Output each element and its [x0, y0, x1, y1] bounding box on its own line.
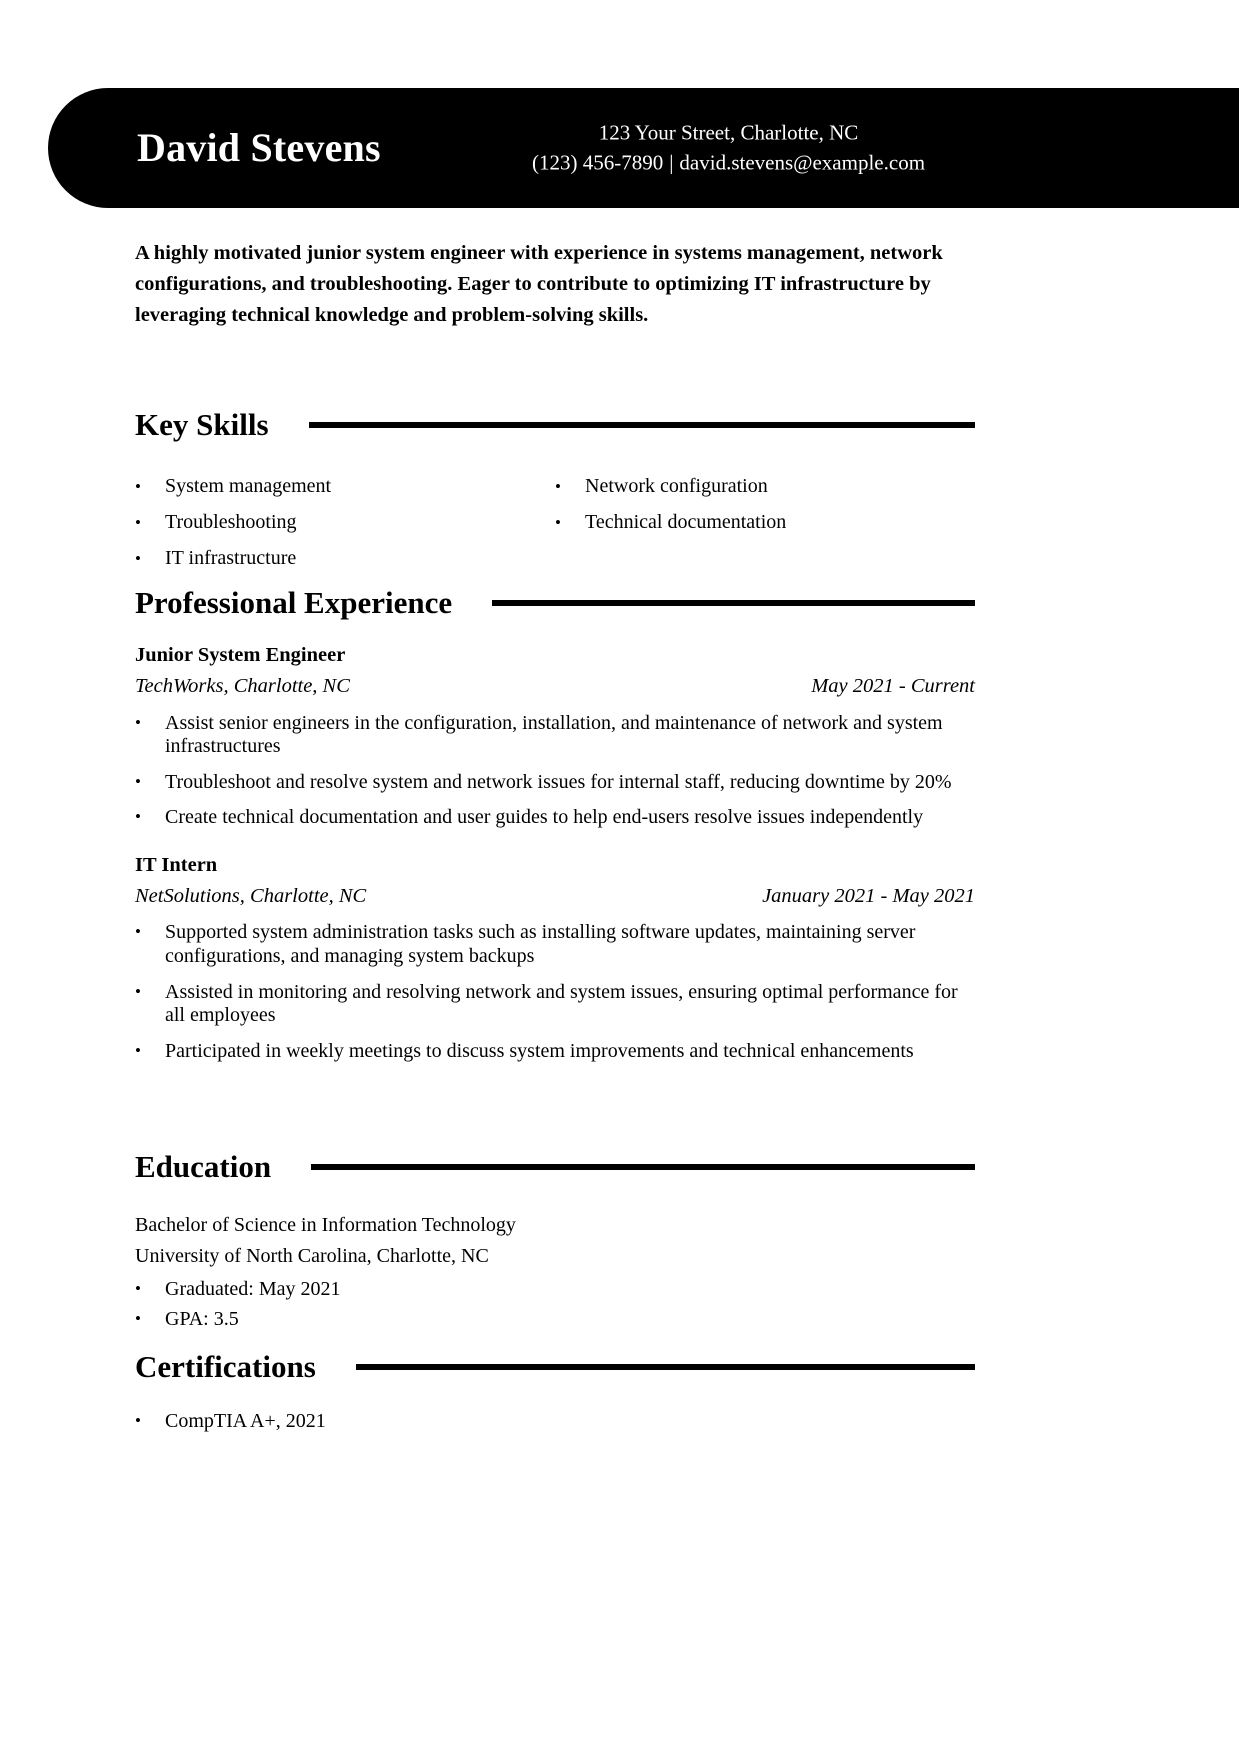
certifications-heading [135, 1350, 975, 1384]
header-banner [48, 88, 1239, 208]
bullet-text: Troubleshoot and resolve system and network issues for internal staff, reducing downtime by 20% [165, 770, 952, 793]
job-bullets [135, 921, 975, 1063]
job-company: TechWorks, Charlotte, NC [135, 674, 350, 697]
bullet-row [135, 981, 975, 1028]
skill-label: Troubleshooting [165, 511, 297, 534]
bullet-icon: • [135, 549, 141, 569]
job-bullets [135, 712, 975, 830]
contact-phone-email [508, 148, 949, 178]
bullet-icon: • [135, 1308, 141, 1328]
bullet-row [135, 712, 975, 759]
bullet-text: Supported system administration tasks such as installing software updates, maintaining server configurations, and managing system backups [165, 921, 916, 968]
section-certifications [135, 1350, 975, 1446]
key-skills-heading [135, 408, 975, 442]
professional-summary: A highly motivated junior system engineer with experience in systems management, network configurations, and troubleshooting. Eager to contribute to optimizing IT infrastructure by leveraging technical knowledge and problem-solving skills. [135, 242, 943, 327]
section-title-text: Professional Experience [135, 585, 453, 620]
contact-phone: (123) 456-7890 [531, 151, 664, 175]
bullet-icon: • [555, 477, 561, 497]
bullet-icon: • [135, 1411, 141, 1431]
bullet-icon: • [135, 771, 141, 791]
skill-item [135, 504, 555, 540]
bullet-row [135, 771, 975, 795]
section-education [135, 1150, 975, 1337]
experience-heading [135, 586, 975, 620]
skill-label: Network configuration [585, 475, 768, 498]
bullet-row [135, 1278, 975, 1302]
section-rule [309, 422, 975, 428]
education-degree: Bachelor of Science in Information Technology [135, 1214, 516, 1237]
contact-separator: | [669, 151, 674, 175]
job-meta [135, 881, 975, 912]
contact-info [508, 118, 949, 179]
skill-label: System management [165, 475, 332, 498]
certifications-list [135, 1410, 975, 1434]
education-details [135, 1278, 975, 1331]
skill-item [135, 468, 555, 504]
education-entry [135, 1210, 975, 1331]
education-school: University of North Carolina, Charlotte, NC [135, 1245, 489, 1268]
bullet-row [135, 1308, 975, 1332]
bullet-icon: • [135, 513, 141, 533]
skill-item [135, 540, 555, 576]
job-title: Junior System Engineer [135, 644, 346, 667]
section-title-text: Education [135, 1149, 272, 1184]
skill-item [555, 504, 975, 540]
skill-label: IT infrastructure [165, 547, 297, 570]
section-title-text: Key Skills [135, 407, 269, 442]
job-entry [135, 640, 975, 830]
contact-email: david.stevens@example.com [679, 151, 926, 175]
job-title: IT Intern [135, 853, 218, 876]
education-heading [135, 1150, 975, 1184]
skills-grid [135, 468, 975, 576]
bullet-row [135, 806, 975, 830]
section-professional-experience [135, 586, 975, 1075]
bullet-icon: • [135, 1040, 141, 1060]
job-dates: January 2021 - May 2021 [762, 884, 975, 907]
bullet-icon: • [555, 513, 561, 533]
skill-item [555, 468, 975, 504]
bullet-icon: • [135, 712, 141, 732]
bullet-row [135, 921, 975, 968]
section-rule [492, 600, 975, 606]
section-rule [311, 1164, 975, 1170]
section-title-text: Certifications [135, 1349, 316, 1384]
bullet-row [135, 1410, 975, 1434]
bullet-text: Assist senior engineers in the configuration, installation, and maintenance of network and system infrastructures [165, 711, 943, 758]
bullet-text: Participated in weekly meetings to discuss system improvements and technical enhancements [165, 1039, 914, 1062]
candidate-name: David Stevens [137, 125, 381, 170]
bullet-text: GPA: 3.5 [165, 1307, 239, 1330]
bullet-text: CompTIA A+, 2021 [165, 1410, 326, 1433]
skill-label: Technical documentation [585, 511, 787, 534]
bullet-icon: • [135, 1279, 141, 1299]
bullet-text: Graduated: May 2021 [165, 1278, 341, 1301]
job-dates: May 2021 - Current [811, 674, 975, 697]
bullet-icon: • [135, 807, 141, 827]
contact-address: 123 Your Street, Charlotte, NC [598, 120, 859, 145]
bullet-icon: • [135, 922, 141, 942]
bullet-text: Create technical documentation and user guides to help end-users resolve issues independently [165, 806, 924, 829]
job-company: NetSolutions, Charlotte, NC [135, 884, 367, 907]
bullet-icon: • [135, 477, 141, 497]
job-meta [135, 671, 975, 702]
section-rule [356, 1364, 975, 1370]
bullet-icon: • [135, 981, 141, 1001]
bullet-text: Assisted in monitoring and resolving network and system issues, ensuring optimal performance for all employees [165, 980, 958, 1027]
bullet-row [135, 1040, 975, 1064]
section-key-skills [135, 408, 975, 576]
job-entry [135, 850, 975, 1063]
